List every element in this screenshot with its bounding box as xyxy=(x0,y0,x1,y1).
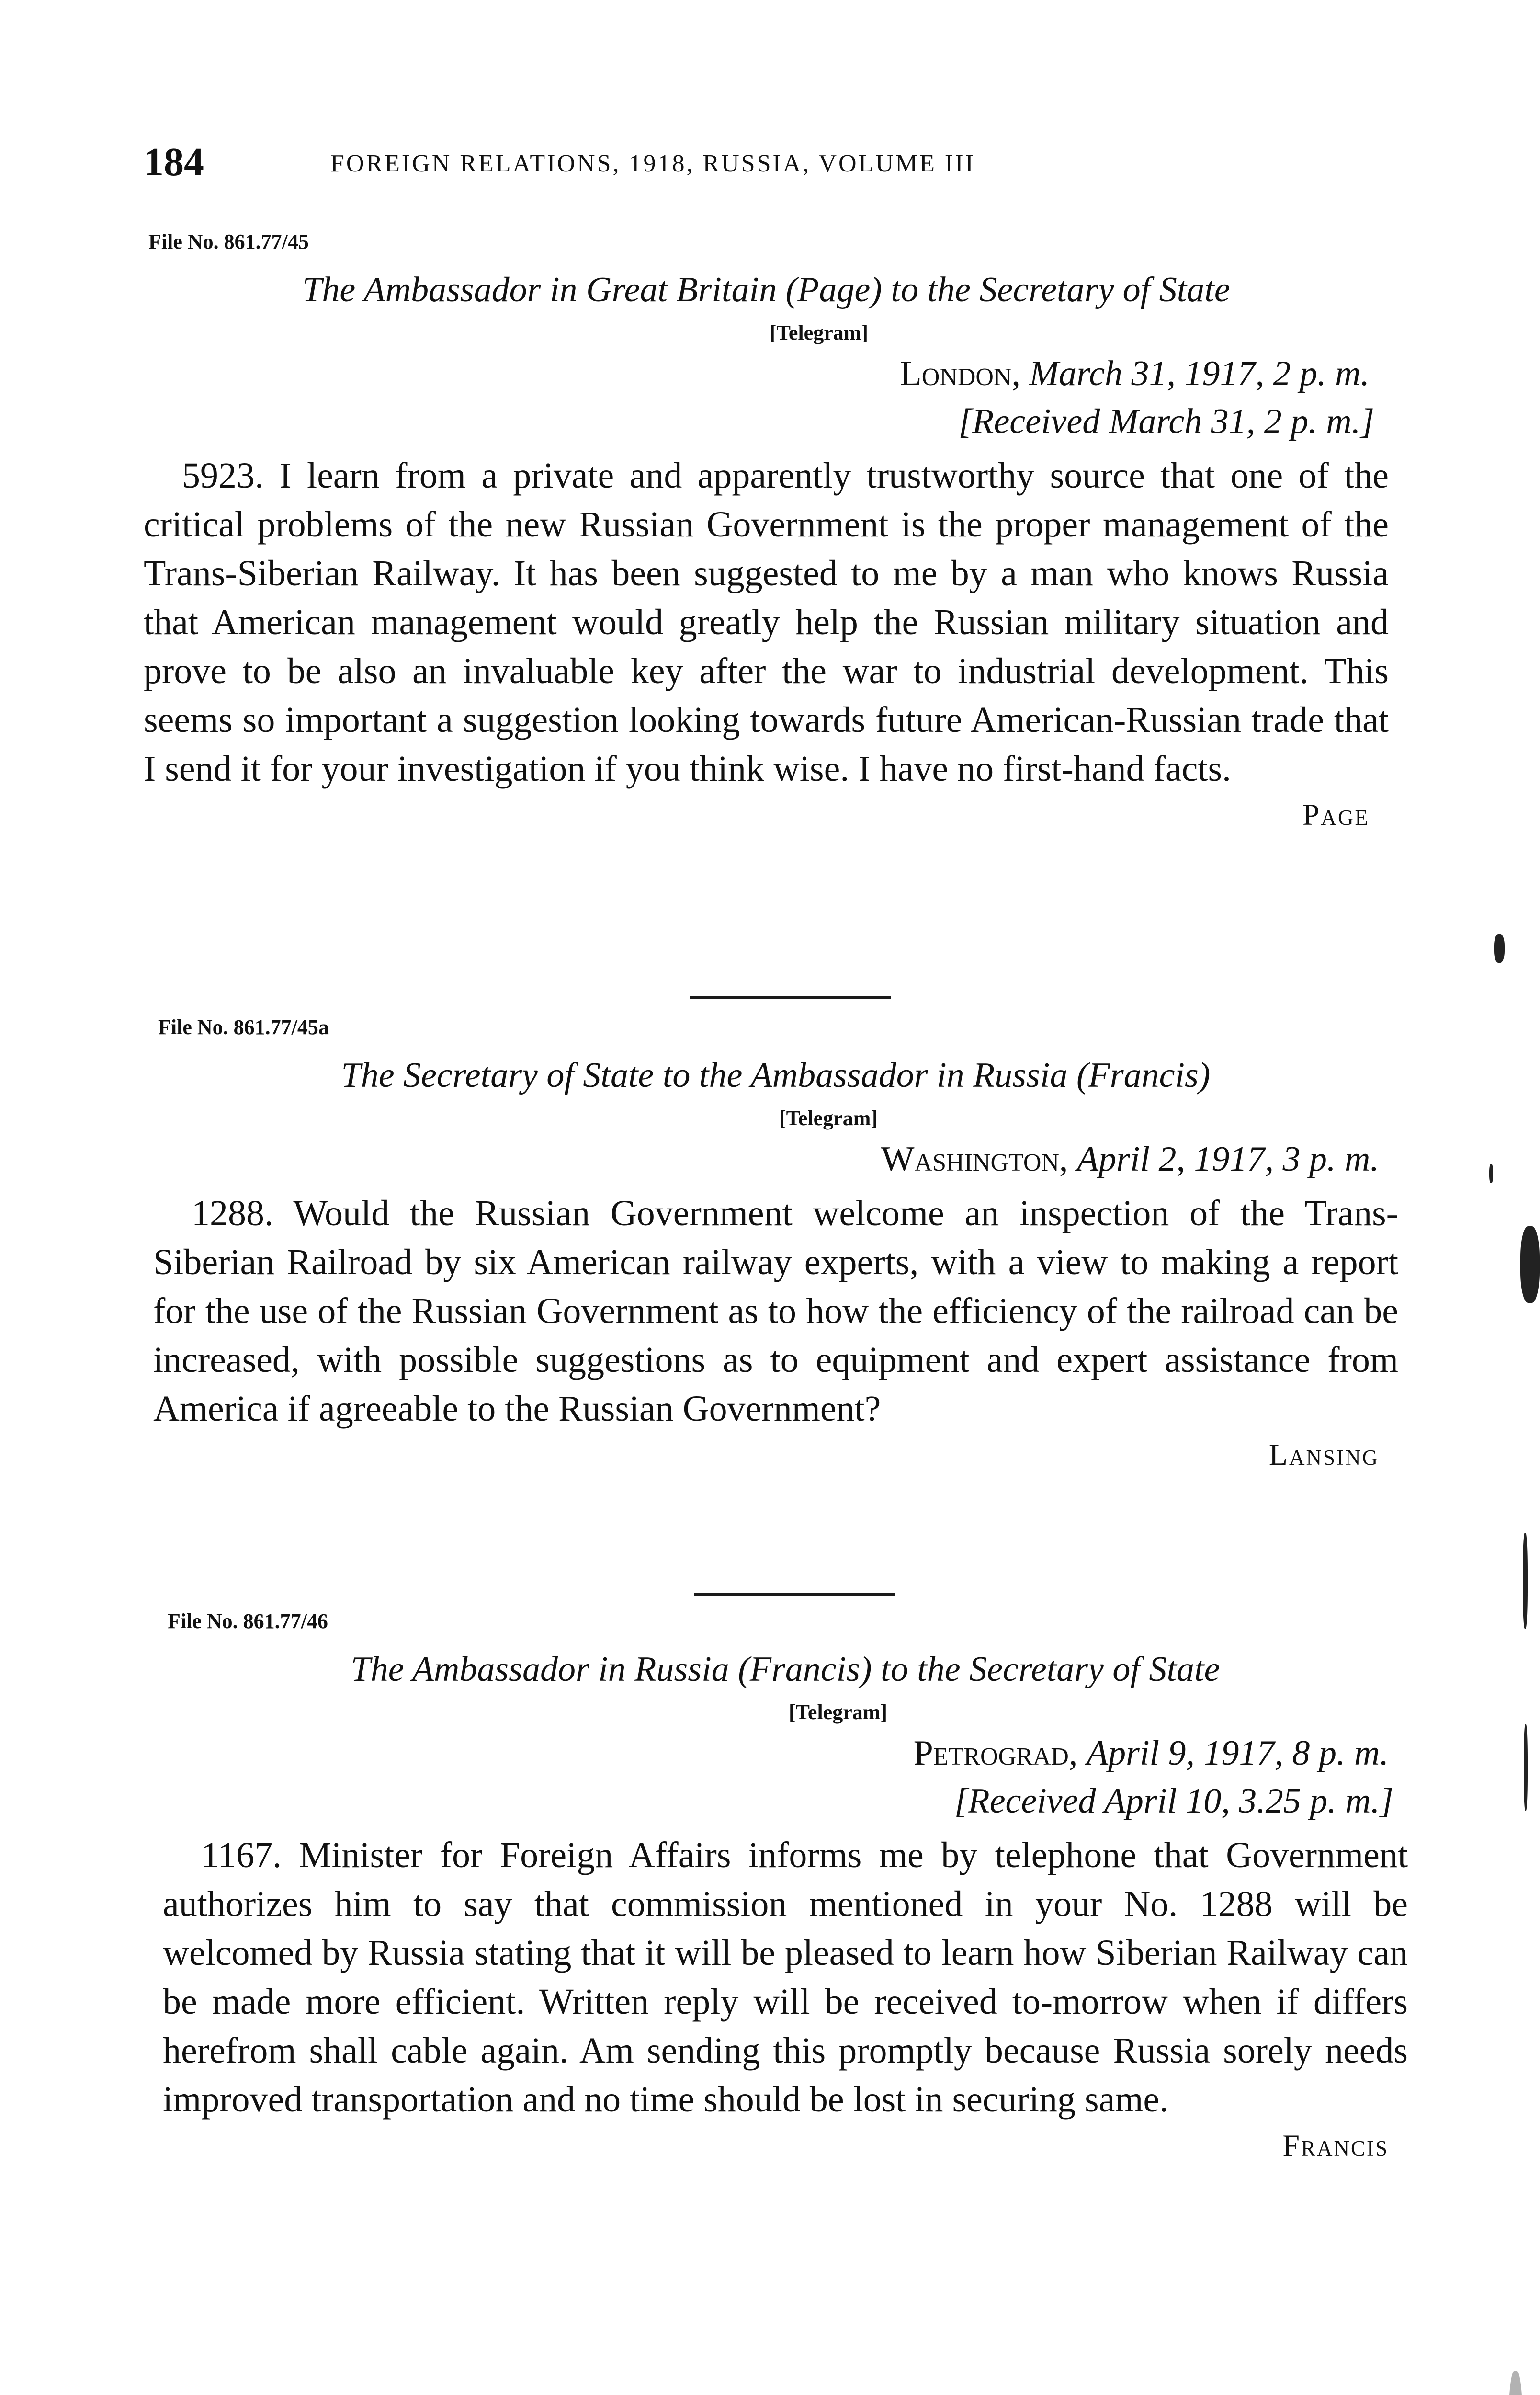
document-body: 1167. Minister for Foreign Affairs informs me by telephone that Government authorizes him to say that commission mentioned in your No. 1288 will be welcomed by Russia stating that it will be pleased to learn how Siberian Railway can be made more efficient. Written reply will be received to-morrow when if differs herefrom shall cable again. Am sending this promptly because Russia sorely needs improved transportation and no time should be lost in securing same. xyxy=(163,1835,1408,2120)
dateline-date: March 31, 1917, 2 p. m. xyxy=(1029,354,1370,393)
scan-artifact xyxy=(1523,1533,1528,1629)
document-title: The Ambassador in Russia (Francis) to the Secretary of State xyxy=(351,1650,1220,1689)
scan-artifact xyxy=(1508,2371,1523,2395)
dateline xyxy=(163,1729,1408,1777)
document-body: 5923. I learn from a private and apparently trustworthy source that one of the critical problems of the new Russian Government is the proper management of the Trans-Siberian Railway. It has been suggested to me by a man who knows Russia that American management would greatly help the Russian military situation and prove to be also an invaluable key after the war to industrial development. This seems so important a suggestion looking towards future American-Russian trade that I send it for your investigation if you think wise. I have no first-hand facts. xyxy=(144,456,1389,789)
dateline-date: April 9, 1917, 8 p. m. xyxy=(1086,1734,1389,1773)
dateline-place: Washington, xyxy=(881,1140,1068,1179)
document-body: 1288. Would the Russian Government welcome an inspection of the Trans-Siberian Railroad by six American railway experts, with a view to making a report for the use of the Russian Government as to how the efficiency of the railroad can be increased, with possible suggestions as to equipment and expert assistance from America if agreeable to the Russian Government? xyxy=(153,1193,1398,1429)
dateline-place: Petrograd, xyxy=(913,1734,1078,1773)
document-1 xyxy=(144,225,1389,836)
signature: Lansing xyxy=(1268,1437,1379,1471)
file-number: File No. 861.77/45a xyxy=(158,1015,329,1039)
telegram-label: [Telegram] xyxy=(769,321,869,344)
section-divider xyxy=(694,1593,895,1596)
received-line xyxy=(163,1777,1408,1825)
telegram-label: [Telegram] xyxy=(788,1700,888,1724)
file-number: File No. 861.77/46 xyxy=(168,1609,328,1633)
received-date: [Received April 10, 3.25 p. m.] xyxy=(954,1781,1393,1821)
dateline-place: London, xyxy=(900,354,1021,393)
dateline xyxy=(144,350,1389,398)
document-title: The Ambassador in Great Britain (Page) to the Secretary of State xyxy=(302,270,1230,309)
file-number: File No. 861.77/45 xyxy=(148,230,309,253)
running-head xyxy=(144,139,1274,192)
scan-artifact xyxy=(1489,1164,1493,1183)
running-head-title: FOREIGN RELATIONS, 1918, RUSSIA, VOLUME III xyxy=(330,150,975,177)
document-title: The Secretary of State to the Ambassador in Russia (Francis) xyxy=(341,1056,1211,1095)
scan-artifact xyxy=(1494,934,1505,963)
scan-artifact xyxy=(1520,1226,1540,1303)
section-divider xyxy=(690,996,891,999)
document-3 xyxy=(163,1605,1408,2167)
received-date: [Received March 31, 2 p. m.] xyxy=(958,402,1374,441)
scan-artifact xyxy=(1524,1724,1528,1811)
telegram-label: [Telegram] xyxy=(779,1106,878,1130)
document-2 xyxy=(153,1011,1398,1476)
dateline-date: April 2, 1917, 3 p. m. xyxy=(1076,1140,1379,1179)
received-line xyxy=(144,398,1389,445)
page-number: 184 xyxy=(144,140,204,184)
signature: Page xyxy=(1302,798,1370,832)
dateline xyxy=(153,1135,1398,1183)
signature: Francis xyxy=(1282,2128,1389,2162)
